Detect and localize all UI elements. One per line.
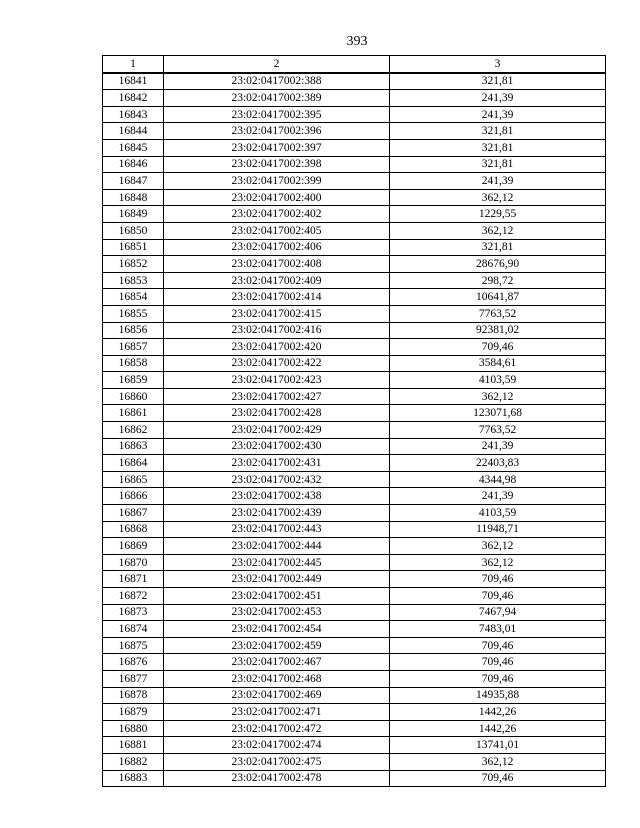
row-number-cell: 16866 [103,488,164,505]
cadastral-number-cell: 23:02:0417002:439 [164,505,390,522]
row-number-cell: 16859 [103,372,164,389]
row-number-cell: 16875 [103,637,164,654]
page-number: 393 [346,34,368,49]
row-number-cell: 16845 [103,139,164,156]
table-row [103,106,606,123]
table-row [103,256,606,273]
value-cell: 14935,88 [390,687,606,704]
value-cell: 7763,52 [390,422,606,439]
cadastral-number-cell: 23:02:0417002:402 [164,206,390,223]
table-row [103,139,606,156]
table-row [103,704,606,721]
table-row [103,438,606,455]
cadastral-number-cell: 23:02:0417002:400 [164,189,390,206]
value-cell: 11948,71 [390,521,606,538]
table-row [103,521,606,538]
table-header [103,56,606,73]
cadastral-number-cell: 23:02:0417002:415 [164,305,390,322]
row-number-cell: 16855 [103,305,164,322]
table-row [103,621,606,638]
row-number-cell: 16853 [103,272,164,289]
row-number-cell: 16863 [103,438,164,455]
row-number-cell: 16848 [103,189,164,206]
value-cell: 709,46 [390,770,606,787]
table-row [103,554,606,571]
value-cell: 22403,83 [390,455,606,472]
cadastral-number-cell: 23:02:0417002:416 [164,322,390,339]
row-number-cell: 16846 [103,156,164,173]
value-cell: 4103,59 [390,505,606,522]
value-cell: 1442,26 [390,704,606,721]
value-cell: 3584,61 [390,355,606,372]
row-number-cell: 16843 [103,106,164,123]
value-cell: 28676,90 [390,256,606,273]
table-row [103,471,606,488]
table-row [103,455,606,472]
cadastral-number-cell: 23:02:0417002:423 [164,372,390,389]
value-cell: 321,81 [390,139,606,156]
row-number-cell: 16870 [103,554,164,571]
table-row [103,538,606,555]
table-row [103,206,606,223]
value-cell: 241,39 [390,488,606,505]
table-body [103,73,606,787]
column-header-1: 1 [103,56,164,73]
table-row [103,654,606,671]
table-row [103,322,606,339]
cadastral-number-cell: 23:02:0417002:414 [164,289,390,306]
value-cell: 1442,26 [390,720,606,737]
cadastral-number-cell: 23:02:0417002:471 [164,704,390,721]
cadastral-number-cell: 23:02:0417002:398 [164,156,390,173]
row-number-cell: 16858 [103,355,164,372]
cadastral-table [102,55,606,787]
value-cell: 321,81 [390,73,606,90]
cadastral-number-cell: 23:02:0417002:422 [164,355,390,372]
cadastral-number-cell: 23:02:0417002:451 [164,588,390,605]
cadastral-number-cell: 23:02:0417002:409 [164,272,390,289]
value-cell: 321,81 [390,239,606,256]
row-number-cell: 16869 [103,538,164,555]
table-row [103,173,606,190]
cadastral-number-cell: 23:02:0417002:388 [164,73,390,90]
value-cell: 362,12 [390,753,606,770]
row-number-cell: 16873 [103,604,164,621]
value-cell: 7467,94 [390,604,606,621]
table-row [103,753,606,770]
value-cell: 709,46 [390,670,606,687]
table-row [103,189,606,206]
row-number-cell: 16860 [103,388,164,405]
row-number-cell: 16872 [103,588,164,605]
cadastral-number-cell: 23:02:0417002:406 [164,239,390,256]
value-cell: 321,81 [390,156,606,173]
table-row [103,388,606,405]
cadastral-number-cell: 23:02:0417002:449 [164,571,390,588]
value-cell: 362,12 [390,222,606,239]
row-number-cell: 16868 [103,521,164,538]
cadastral-number-cell: 23:02:0417002:408 [164,256,390,273]
table-row [103,637,606,654]
cadastral-number-cell: 23:02:0417002:472 [164,720,390,737]
row-number-cell: 16857 [103,339,164,356]
header-row [103,56,606,73]
table-row [103,305,606,322]
row-number-cell: 16849 [103,206,164,223]
table-row [103,422,606,439]
row-number-cell: 16882 [103,753,164,770]
cadastral-number-cell: 23:02:0417002:396 [164,123,390,140]
cadastral-number-cell: 23:02:0417002:438 [164,488,390,505]
cadastral-number-cell: 23:02:0417002:389 [164,90,390,107]
cadastral-number-cell: 23:02:0417002:397 [164,139,390,156]
value-cell: 709,46 [390,339,606,356]
table-row [103,505,606,522]
row-number-cell: 16841 [103,73,164,90]
value-cell: 92381,02 [390,322,606,339]
value-cell: 709,46 [390,654,606,671]
cadastral-number-cell: 23:02:0417002:478 [164,770,390,787]
cadastral-number-cell: 23:02:0417002:443 [164,521,390,538]
cadastral-number-cell: 23:02:0417002:475 [164,753,390,770]
value-cell: 241,39 [390,438,606,455]
value-cell: 362,12 [390,554,606,571]
cadastral-number-cell: 23:02:0417002:469 [164,687,390,704]
value-cell: 362,12 [390,189,606,206]
value-cell: 241,39 [390,90,606,107]
table-row [103,156,606,173]
table-row [103,239,606,256]
table-row [103,222,606,239]
value-cell: 7483,01 [390,621,606,638]
cadastral-number-cell: 23:02:0417002:445 [164,554,390,571]
row-number-cell: 16883 [103,770,164,787]
value-cell: 241,39 [390,106,606,123]
value-cell: 321,81 [390,123,606,140]
row-number-cell: 16844 [103,123,164,140]
row-number-cell: 16854 [103,289,164,306]
value-cell: 4344,98 [390,471,606,488]
row-number-cell: 16850 [103,222,164,239]
value-cell: 709,46 [390,637,606,654]
row-number-cell: 16876 [103,654,164,671]
row-number-cell: 16877 [103,670,164,687]
table-row [103,355,606,372]
table-row [103,123,606,140]
table-row [103,405,606,422]
cadastral-number-cell: 23:02:0417002:444 [164,538,390,555]
row-number-cell: 16864 [103,455,164,472]
value-cell: 241,39 [390,173,606,190]
table-row [103,73,606,90]
cadastral-number-cell: 23:02:0417002:430 [164,438,390,455]
value-cell: 298,72 [390,272,606,289]
value-cell: 123071,68 [390,405,606,422]
cadastral-number-cell: 23:02:0417002:431 [164,455,390,472]
row-number-cell: 16871 [103,571,164,588]
column-header-2: 2 [164,56,390,73]
table-row [103,571,606,588]
value-cell: 4103,59 [390,372,606,389]
value-cell: 362,12 [390,388,606,405]
row-number-cell: 16851 [103,239,164,256]
row-number-cell: 16879 [103,704,164,721]
row-number-cell: 16862 [103,422,164,439]
table-row [103,272,606,289]
table-row [103,670,606,687]
table-row [103,737,606,754]
table-row [103,372,606,389]
row-number-cell: 16867 [103,505,164,522]
cadastral-number-cell: 23:02:0417002:395 [164,106,390,123]
row-number-cell: 16878 [103,687,164,704]
value-cell: 1229,55 [390,206,606,223]
cadastral-number-cell: 23:02:0417002:453 [164,604,390,621]
row-number-cell: 16847 [103,173,164,190]
value-cell: 10641,87 [390,289,606,306]
cadastral-number-cell: 23:02:0417002:467 [164,654,390,671]
cadastral-number-cell: 23:02:0417002:474 [164,737,390,754]
row-number-cell: 16881 [103,737,164,754]
row-number-cell: 16861 [103,405,164,422]
value-cell: 7763,52 [390,305,606,322]
table-row [103,289,606,306]
cadastral-number-cell: 23:02:0417002:459 [164,637,390,654]
value-cell: 709,46 [390,588,606,605]
cadastral-number-cell: 23:02:0417002:428 [164,405,390,422]
table-row [103,588,606,605]
cadastral-number-cell: 23:02:0417002:429 [164,422,390,439]
row-number-cell: 16852 [103,256,164,273]
value-cell: 709,46 [390,571,606,588]
cadastral-number-cell: 23:02:0417002:427 [164,388,390,405]
cadastral-number-cell: 23:02:0417002:468 [164,670,390,687]
column-header-3: 3 [390,56,606,73]
cadastral-number-cell: 23:02:0417002:399 [164,173,390,190]
row-number-cell: 16856 [103,322,164,339]
cadastral-number-cell: 23:02:0417002:420 [164,339,390,356]
row-number-cell: 16865 [103,471,164,488]
value-cell: 362,12 [390,538,606,555]
table-row [103,770,606,787]
table-row [103,687,606,704]
table-row [103,488,606,505]
table-row [103,720,606,737]
cadastral-number-cell: 23:02:0417002:405 [164,222,390,239]
row-number-cell: 16874 [103,621,164,638]
table-row [103,90,606,107]
value-cell: 13741,01 [390,737,606,754]
row-number-cell: 16842 [103,90,164,107]
cadastral-number-cell: 23:02:0417002:432 [164,471,390,488]
cadastral-number-cell: 23:02:0417002:454 [164,621,390,638]
row-number-cell: 16880 [103,720,164,737]
table-row [103,339,606,356]
table-row [103,604,606,621]
